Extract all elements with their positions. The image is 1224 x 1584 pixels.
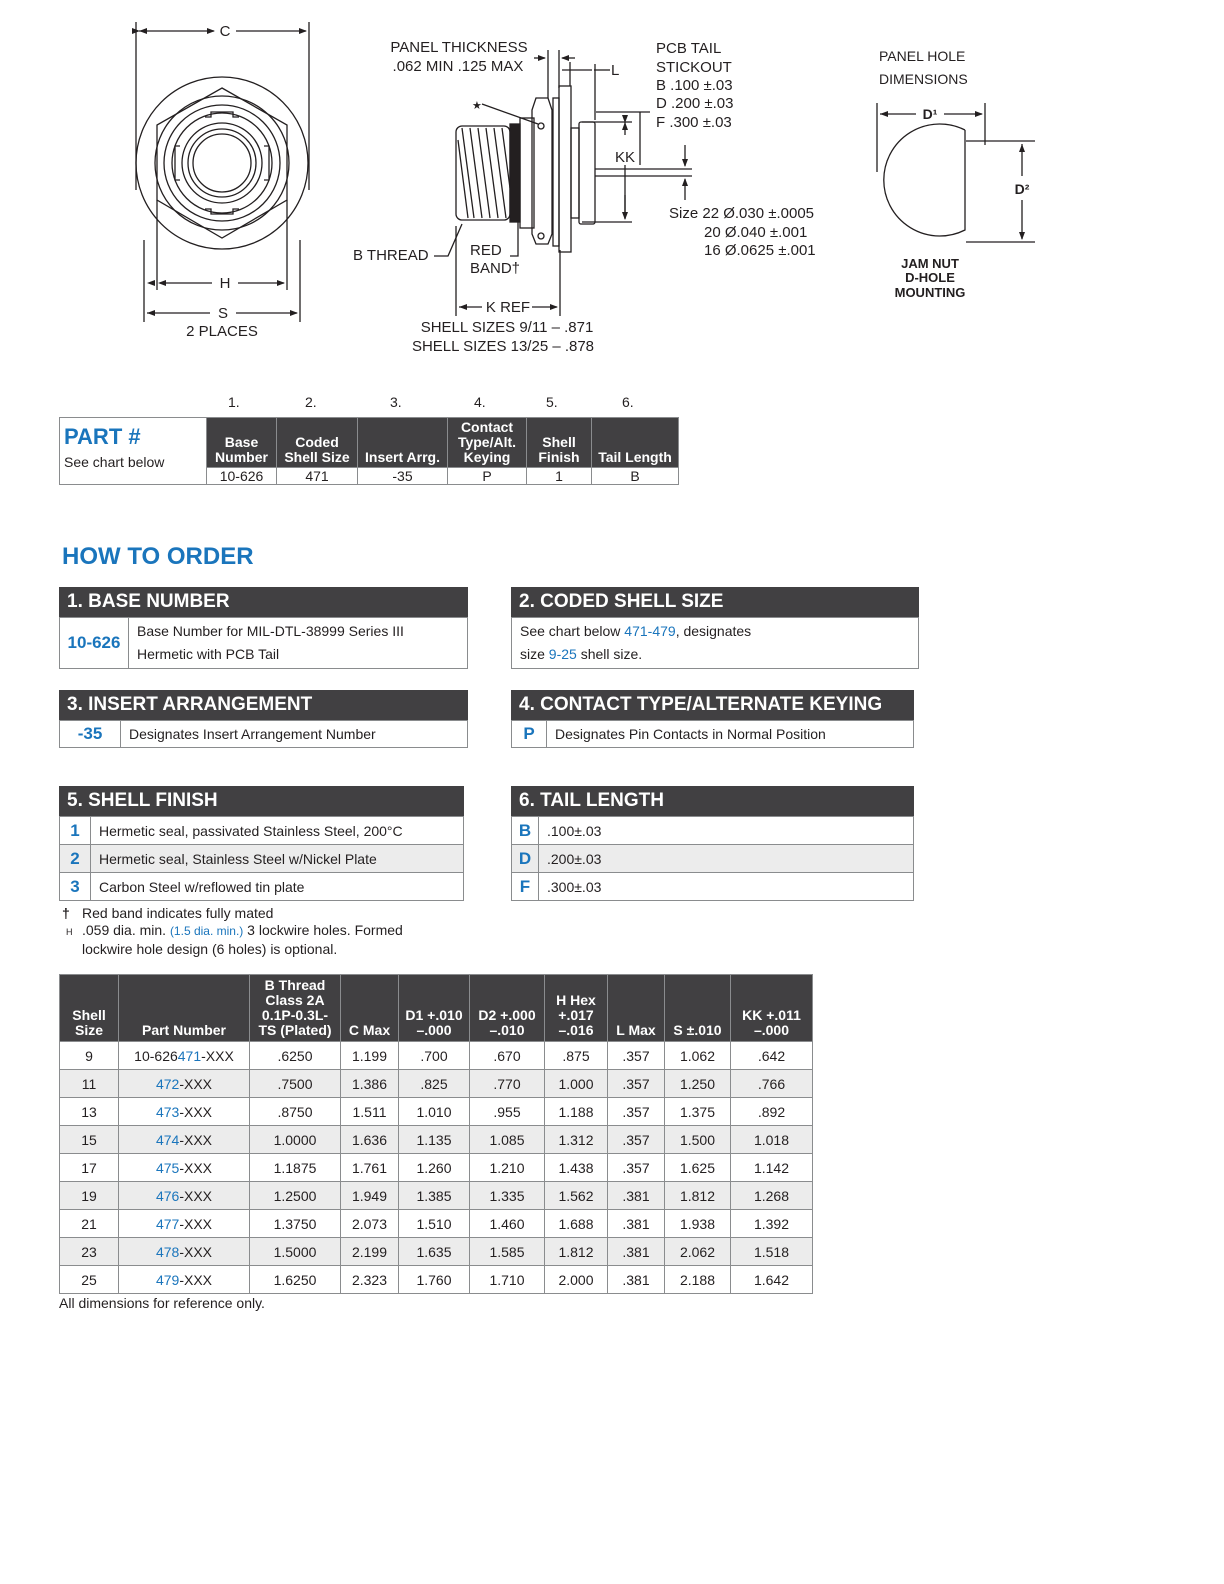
table-row [60, 1210, 813, 1238]
table-cell: .670 [470, 1042, 545, 1070]
shell-finish-box [59, 786, 464, 901]
shell-finish-code: 2 [60, 845, 91, 873]
tail-length-code: B [512, 817, 539, 845]
pn-col-number: 3. [390, 394, 402, 410]
dim-header: D2 +.000 –.010 [470, 975, 545, 1042]
shell-sizes-a: SHELL SIZES 9/11 – .871 [420, 319, 594, 336]
shell-finish-description: Hermetic seal, passivated Stainless Steel, 200°C [91, 817, 464, 845]
insert-arrangement-description: Designates Insert Arrangement Number [121, 721, 468, 748]
pn-col-number: 2. [305, 394, 317, 410]
table-cell: 15 [60, 1126, 119, 1154]
dim-label-l: L [611, 62, 620, 79]
part-number-code: 474 [155, 1131, 180, 1148]
part-number-code: 476 [155, 1187, 180, 1204]
part-number-code: 471 [177, 1047, 202, 1064]
table-cell: 1.625 [665, 1154, 731, 1182]
table-cell: 1.562 [545, 1182, 608, 1210]
coded-shell-text: size [520, 646, 549, 662]
size20-label: 20 Ø.040 ±.001 [704, 224, 808, 241]
tail-length-title: 6. TAIL LENGTH [511, 786, 914, 816]
table-cell: .825 [399, 1070, 470, 1098]
part-number-prefix: 10-626 [134, 1047, 178, 1064]
table-cell: 1.062 [665, 1042, 731, 1070]
table-cell: 1.250 [665, 1070, 731, 1098]
table-cell: 1.386 [341, 1070, 399, 1098]
base-number-line-2: Hermetic with PCB Tail [137, 646, 280, 662]
coded-shell-description [512, 618, 919, 669]
coded-shell-range: 471-479 [624, 623, 676, 639]
part-number-suffix: -XXX [179, 1243, 213, 1260]
table-cell: 1.085 [470, 1126, 545, 1154]
pn-header: Shell Finish [527, 418, 592, 468]
b-thread-label: B THREAD [353, 247, 429, 264]
table-cell: 1.511 [341, 1098, 399, 1126]
tail-length-description: .100±.03 [539, 817, 914, 845]
dim-header: Shell Size [60, 975, 119, 1042]
table-cell: .381 [608, 1210, 665, 1238]
panel-hole-title-2: DIMENSIONS [879, 71, 968, 87]
pn-col-number: 4. [474, 394, 486, 410]
base-number-line-1: Base Number for MIL-DTL-38999 Series III [137, 623, 404, 639]
table-cell: 1.636 [341, 1126, 399, 1154]
star-icon: ★ [472, 100, 482, 112]
dim-header: KK +.011 –.000 [731, 975, 813, 1042]
table-cell: .357 [608, 1042, 665, 1070]
table-cell: 1.635 [399, 1238, 470, 1266]
dimension-table-wrap [59, 974, 813, 1294]
panel-hole-title-1: PANEL HOLE [879, 48, 966, 64]
pcb-tail-label: PCB TAIL [656, 40, 722, 57]
table-cell: 1.188 [545, 1098, 608, 1126]
shell-finish-description: Hermetic seal, Stainless Steel w/Nickel Plate [91, 845, 464, 873]
jam-nut-caption-3: MOUNTING [894, 285, 966, 300]
tail-d-label: D .200 ±.03 [656, 95, 734, 112]
coded-shell-box [511, 587, 919, 669]
contact-type-title: 4. CONTACT TYPE/ALTERNATE KEYING [511, 690, 914, 720]
footnote-lockwire-optional: lockwire hole design (6 holes) is optional. [82, 941, 338, 957]
base-number-title: 1. BASE NUMBER [59, 587, 468, 617]
h-note-marker: H [66, 927, 73, 937]
table-cell: 17 [60, 1154, 119, 1182]
table-cell: 1.761 [341, 1154, 399, 1182]
part-number-code: 473 [155, 1103, 180, 1120]
table-row [60, 1182, 813, 1210]
table-cell: 1.260 [399, 1154, 470, 1182]
tail-length-code: D [512, 845, 539, 873]
part-number-cell [119, 1210, 250, 1238]
dagger-icon: † [62, 905, 70, 921]
coded-shell-text: shell size. [576, 646, 643, 662]
footnote-red-band: Red band indicates fully mated [82, 905, 274, 921]
pn-col-number: 6. [622, 394, 634, 410]
dim-label-kk: KK [615, 149, 636, 166]
table-cell: .770 [470, 1070, 545, 1098]
table-cell: .8750 [250, 1098, 341, 1126]
table-cell: .357 [608, 1126, 665, 1154]
insert-arrangement-code: -35 [60, 721, 121, 748]
panel-hole-view [877, 103, 1035, 242]
part-number-suffix: -XXX [179, 1159, 213, 1176]
dim-header: B Thread Class 2A 0.1P-0.3L-TS (Plated) [250, 975, 341, 1042]
pn-value: P [448, 468, 527, 485]
part-number-suffix: -XXX [179, 1215, 213, 1232]
part-number-cell [119, 1238, 250, 1266]
table-cell: .381 [608, 1266, 665, 1294]
table-cell: 1.812 [665, 1182, 731, 1210]
table-cell: .6250 [250, 1042, 341, 1070]
coded-shell-text: , designates [675, 623, 752, 639]
table-row [60, 1070, 813, 1098]
part-number-code: 475 [155, 1159, 180, 1176]
insert-arrangement-title: 3. INSERT ARRANGEMENT [59, 690, 468, 720]
table-cell: .381 [608, 1238, 665, 1266]
table-cell: 1.210 [470, 1154, 545, 1182]
part-number-cell [119, 1154, 250, 1182]
table-cell: .7500 [250, 1070, 341, 1098]
table-cell: 1.760 [399, 1266, 470, 1294]
dim-header: C Max [341, 975, 399, 1042]
shell-finish-code: 1 [60, 817, 91, 845]
pn-value: B [592, 468, 679, 485]
table-cell: 2.073 [341, 1210, 399, 1238]
footnote-lockwire: .059 dia. min. [82, 922, 170, 938]
pn-header: Insert Arrg. [358, 418, 448, 468]
pn-col-number: 1. [228, 394, 240, 410]
stickout-label: STICKOUT [656, 59, 732, 76]
table-cell: 1.510 [399, 1210, 470, 1238]
part-number-cell [119, 1098, 250, 1126]
connector-drawing [0, 0, 1224, 370]
pn-header: Tail Length [592, 418, 679, 468]
table-row [60, 1238, 813, 1266]
table-cell: .357 [608, 1098, 665, 1126]
dim-header: D1 +.010 –.000 [399, 975, 470, 1042]
k-ref-label: K REF [485, 299, 531, 316]
part-number-code: 479 [155, 1271, 180, 1288]
table-cell: 21 [60, 1210, 119, 1238]
base-number-code: 10-626 [60, 618, 129, 669]
table-cell: 1.0000 [250, 1126, 341, 1154]
table-cell: .700 [399, 1042, 470, 1070]
table-row [60, 1098, 813, 1126]
band-label: BAND† [470, 260, 521, 277]
part-number-suffix: -XXX [179, 1131, 213, 1148]
pn-header: Base Number [207, 418, 277, 468]
dim-label-c: C [219, 23, 231, 40]
part-number-cell [119, 1070, 250, 1098]
part-number-code: 478 [155, 1243, 180, 1260]
tail-f-label: F .300 ±.03 [656, 114, 732, 131]
part-number-cell [119, 1182, 250, 1210]
table-cell: .642 [731, 1042, 813, 1070]
table-cell: 1.142 [731, 1154, 813, 1182]
table-cell: 2.199 [341, 1238, 399, 1266]
part-number-suffix: -XXX [179, 1187, 213, 1204]
table-cell: .766 [731, 1070, 813, 1098]
table-cell: 19 [60, 1182, 119, 1210]
dimension-table-body [60, 1042, 813, 1294]
shell-finish-code: 3 [60, 873, 91, 901]
coded-shell-size-range: 9-25 [548, 646, 577, 662]
table-cell: 1.2500 [250, 1182, 341, 1210]
part-number-suffix: -XXX [179, 1103, 213, 1120]
contact-type-code: P [512, 721, 547, 748]
part-number-subtitle: See chart below [64, 454, 165, 470]
tail-b-label: B .100 ±.03 [656, 77, 733, 94]
tail-length-code: F [512, 873, 539, 901]
table-cell: 1.460 [470, 1210, 545, 1238]
part-number-cell [119, 1126, 250, 1154]
pn-header: Contact Type/Alt. Keying [448, 418, 527, 468]
table-cell: 1.5000 [250, 1238, 341, 1266]
table-cell: 1.3750 [250, 1210, 341, 1238]
table-cell: 1.585 [470, 1238, 545, 1266]
part-number-code: 477 [155, 1215, 180, 1232]
pn-value: 471 [277, 468, 358, 485]
table-row [60, 1154, 813, 1182]
footnote-lockwire: 3 lockwire holes. Formed [243, 922, 403, 938]
part-number-table [59, 417, 679, 485]
table-cell: .955 [470, 1098, 545, 1126]
footnote-lockwire-metric: (1.5 dia. min.) [169, 924, 244, 938]
dim-header: S ±.010 [665, 975, 731, 1042]
part-number-label [60, 418, 207, 485]
shell-finish-description: Carbon Steel w/reflowed tin plate [91, 873, 464, 901]
table-cell: 1.018 [731, 1126, 813, 1154]
size16-label: 16 Ø.0625 ±.001 [704, 242, 816, 259]
base-number-box [59, 587, 468, 669]
dim-header: L Max [608, 975, 665, 1042]
table-row [60, 1126, 813, 1154]
size22-label: Size 22 Ø.030 ±.0005 [669, 205, 814, 222]
table-cell: 1.500 [665, 1126, 731, 1154]
table-cell: 1.268 [731, 1182, 813, 1210]
table-cell: .875 [545, 1042, 608, 1070]
table-cell: 1.312 [545, 1126, 608, 1154]
tail-length-description: .200±.03 [539, 845, 914, 873]
coded-shell-text: See chart below [520, 623, 625, 639]
dim-label-s: S [217, 305, 229, 322]
pn-col-number: 5. [546, 394, 558, 410]
pn-value: -35 [358, 468, 448, 485]
table-cell: 1.1875 [250, 1154, 341, 1182]
table-cell: 1.199 [341, 1042, 399, 1070]
table-cell: 1.135 [399, 1126, 470, 1154]
part-number-suffix: -XXX [201, 1047, 234, 1064]
contact-type-box [511, 690, 914, 748]
table-cell: 25 [60, 1266, 119, 1294]
dim-header: Part Number [119, 975, 250, 1042]
coded-shell-title: 2. CODED SHELL SIZE [511, 587, 919, 617]
dim-label-d2: D² [1014, 181, 1030, 197]
table-cell: 1.949 [341, 1182, 399, 1210]
table-cell: 1.375 [665, 1098, 731, 1126]
tail-length-description: .300±.03 [539, 873, 914, 901]
table-cell: 1.642 [731, 1266, 813, 1294]
table-cell: 1.938 [665, 1210, 731, 1238]
table-cell: 1.812 [545, 1238, 608, 1266]
table-cell: .381 [608, 1182, 665, 1210]
dimension-table [59, 974, 813, 1294]
table-cell: 2.000 [545, 1266, 608, 1294]
contact-type-description: Designates Pin Contacts in Normal Position [547, 721, 914, 748]
table-cell: 2.323 [341, 1266, 399, 1294]
table-cell: 1.6250 [250, 1266, 341, 1294]
table-cell: 13 [60, 1098, 119, 1126]
table-cell: 11 [60, 1070, 119, 1098]
panel-thickness-label: PANEL THICKNESS [390, 39, 528, 56]
dim-label-h: H [219, 275, 231, 292]
how-to-order-heading: HOW TO ORDER [62, 543, 254, 570]
table-cell: 2.062 [665, 1238, 731, 1266]
panel-thickness-range: .062 MIN .125 MAX [392, 58, 524, 75]
table-cell: 1.710 [470, 1266, 545, 1294]
dimension-footnote: All dimensions for reference only. [59, 1295, 265, 1311]
table-row [60, 1266, 813, 1294]
part-number-title: PART # [64, 424, 141, 449]
table-cell: 1.010 [399, 1098, 470, 1126]
table-cell: 1.518 [731, 1238, 813, 1266]
part-number-suffix: -XXX [179, 1075, 213, 1092]
table-cell: 2.188 [665, 1266, 731, 1294]
insert-arrangement-box [59, 690, 468, 748]
pn-value: 1 [527, 468, 592, 485]
table-cell: .357 [608, 1070, 665, 1098]
table-cell: 23 [60, 1238, 119, 1266]
footnotes [62, 905, 403, 958]
table-cell: 1.385 [399, 1182, 470, 1210]
table-cell: 1.688 [545, 1210, 608, 1238]
tail-length-box [511, 786, 914, 901]
dim-header: H Hex +.017 –.016 [545, 975, 608, 1042]
table-cell: 1.000 [545, 1070, 608, 1098]
red-band-label: RED [470, 242, 502, 259]
pn-value: 10-626 [207, 468, 277, 485]
pn-header: Coded Shell Size [277, 418, 358, 468]
shell-sizes-b: SHELL SIZES 13/25 – .878 [411, 338, 595, 355]
base-number-description [129, 618, 468, 669]
part-number-cell [119, 1042, 250, 1070]
part-number-suffix: -XXX [179, 1271, 213, 1288]
dim-label-d1: D¹ [922, 106, 938, 122]
table-cell: .357 [608, 1154, 665, 1182]
part-number-cell [119, 1266, 250, 1294]
table-row [60, 1042, 813, 1070]
dim-label-places: 2 PLACES [186, 323, 258, 340]
table-cell: 1.335 [470, 1182, 545, 1210]
table-cell: 1.392 [731, 1210, 813, 1238]
jam-nut-caption-1: JAM NUT [901, 256, 959, 271]
table-cell: .892 [731, 1098, 813, 1126]
table-cell: 1.438 [545, 1154, 608, 1182]
table-cell: 9 [60, 1042, 119, 1070]
part-number-code: 472 [155, 1075, 180, 1092]
shell-finish-title: 5. SHELL FINISH [59, 786, 464, 816]
jam-nut-caption-2: D-HOLE [905, 270, 955, 285]
